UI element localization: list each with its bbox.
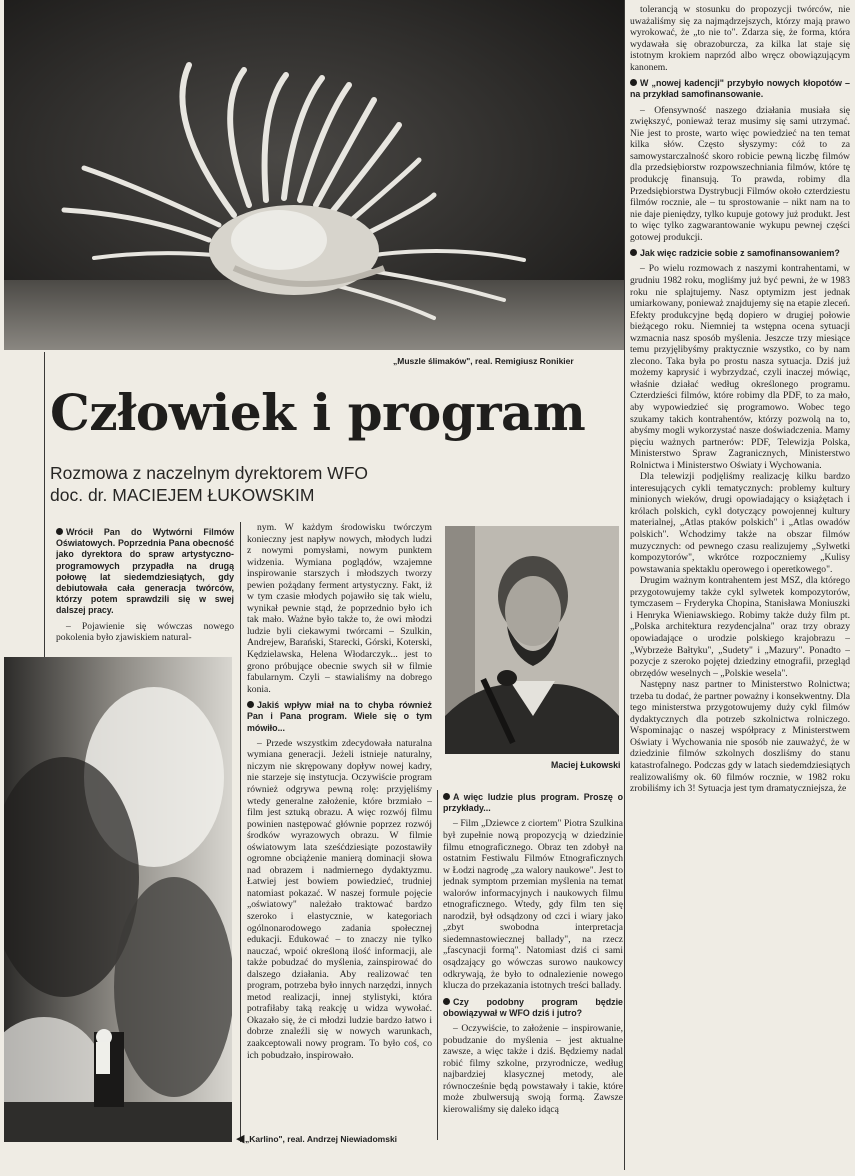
interview-question-text: Jak więc radzicie sobie z samofinansowaniem?: [640, 248, 840, 259]
interview-question-text: Jakiś wpływ miał na to chyba również Pan i Pana program. Wiele się o tym mówiło...: [247, 700, 432, 733]
column-rule: [437, 790, 438, 1140]
snail-photo-caption: „Muszle ślimaków", real. Remigiusz Ronikier: [393, 356, 574, 366]
caption-arrow-icon: ◀: [236, 1132, 245, 1145]
interview-question: [443, 997, 623, 1019]
interview-question-text: Wrócił Pan do Wytwórni Filmów Oświatowych. Poprzednia Pana obecność jako dyrektora do spraw artystyczno-programowych przypadła na drugą połowę lat siedemdziesiątych, gdy debiutowała cała generacja twórców, którzy potem sprawdzili się w swej dalszej pracy.: [56, 527, 234, 616]
interview-answer-paragraph: – Oczywiście, to założenie – inspirowanie, pobudzanie do myślenia – jest aktualne zawsze, a więc także i dziś. Będziemy nadal robić filmy szkolne, przyrodnicze, według najbardziej klasycznej metody, ale równocześnie będą powstawały i takie, które może zbulwersują swoją formą. Zawsze kierowaliśmy się daleko idącą: [443, 1023, 623, 1115]
bullet-dot-icon: [443, 793, 450, 800]
interview-question-text: A więc ludzie plus program. Proszę o przykłady...: [443, 792, 623, 814]
article-column-2: [247, 522, 432, 1130]
portrait-caption: Maciej Łukowski: [551, 760, 621, 770]
subtitle-line-1: Rozmowa z naczelnym dyrektorem WFO: [50, 463, 368, 483]
interview-answer-paragraph: Następny nasz partner to Ministerstwo Rolnictwa; trzeba tu dodać, że partner poważny i konsekwentny. Dla tego ministerstwa przygotowujemy duży cykl filmów dydaktycznych dla potrzeb szkolnictwa rolniczego. Wspominając o naszej współpracy z Ministerstwem Oświaty i Wychowania nie sposób nie zauważyć, że w dziedzinie filmów szkolnych doszliśmy do stanu katastrofalnego. Podczas gdy w latach siedemdziesiątych realizowaliśmy ok. 60 filmów rocznie, w 1982 roku zrobiliśmy ich 3! Sytuacja jest tym dramatyczniejsza, że: [630, 679, 850, 795]
bullet-dot-icon: [630, 249, 637, 256]
article-subtitle: [50, 462, 470, 506]
interview-question: [630, 78, 850, 100]
snail-shell-photo: [4, 0, 624, 350]
snail-shell-image: [4, 0, 624, 350]
article-column-3: [443, 787, 623, 1143]
portrait-photo: [445, 526, 619, 754]
bullet-dot-icon: [443, 998, 450, 1005]
column-rule: [624, 0, 625, 1170]
interview-question-text: W „nowej kadencji" przybyło nowych kłopotów – na przykład samofinansowanie.: [630, 78, 850, 100]
article-column-1: [56, 522, 234, 652]
interview-question: [630, 248, 850, 259]
column-rule: [44, 352, 45, 657]
article-column-4: [630, 4, 850, 1143]
interview-question: [247, 700, 432, 734]
subtitle-line-2: doc. dr. MACIEJEM ŁUKOWSKIM: [50, 485, 315, 505]
interview-question-text: Czy podobny program będzie obowiązywał w WFO dziś i jutro?: [443, 996, 623, 1018]
interview-answer-paragraph: nym. W każdym środowisku twórczym konieczny jest napływ nowych, młodych ludzi z nowymi pomysłami, nowym punktem widzenia. Wymiana poglądów, wzajemne inspirowanie starszych i młodszych tworzy pewien pożądany ferment artystyczny. Fakt, iż w tym czasie młodych pojawiło się tak wielu, wynikał pewnie stąd, że poprzednio było ich tak mało. Ważne było także to, że owi młodzi ludzie byli ciekawymi twórcami – Szulkin, Andrejew, Barański, Starecki, Górski, Koterski, Kędzielawska, Helena Włodarczyk... jest to grono próbujące obecnie swych sił w filmie fabularnym. Czyli – stawialiśmy na dobrego konia.: [247, 522, 432, 695]
interview-question: [56, 527, 234, 617]
interview-answer-paragraph: – Film „Dziewce z ciortem" Piotra Szulkina był zupełnie nową propozycją w dziedzinie filmu etnograficznego. Obraz ten zdobył na ostatnim Festiwalu Filmów Etnograficznych w Łodzi nagrodę „za walory naukowe". Jest to jednak symptom przemian myślenia na temat walorów informacyjnych i naukowych filmu etnograficznego. Wtedy, gdy film ten się narodził, był odsądzony od czci i wiary jako „zbyt swobodna interpretacja siedemnastowiecznej ballady", na rzecz „fascynacji formą". Natomiast dziś ci sami osądzający go wówczas surowo naukowcy odkrywają, że było to odnalezienie nowego klucza do przekazania istotnych treści ballady.: [443, 818, 623, 992]
bullet-dot-icon: [630, 79, 637, 86]
column-rule: [240, 522, 241, 1142]
karlino-image: [4, 657, 232, 1142]
interview-answer-paragraph: – Ofensywność naszego działania musiała się zwiększyć, ponieważ teraz musimy się sami utrzymać. Nie jest to proste, warto więc powiedzieć na ten temat kilka słów. Często słyszymy: cóż to za samowystarczalność skoro robicie pewną liczbę filmów dla przedsiębiorstw rozpowszechniania filmów, które tę produkcję finansują. To prawda, robimy dla Przedsiębiorstwa Dystrybucji Filmów około czterdziestu filmów rocznie, ale – tu sprostowanie – nikt nam na to nie daje pieniędzy, tylko kupuje gotowy już produkt. Jest to więc tylko zagwarantowanie wykupu pewnej części gotowej produkcji.: [630, 104, 850, 243]
interview-answer-paragraph: Drugim ważnym kontrahentem jest MSZ, dla którego przygotowujemy także cykl sylwetek kompozytorów, tymczasem – Fryderyka Chopina, Stanisława Moniuszki i Henryka Wieniawskiego. Robimy także duży film pt. „Polska architektura rezydencjalna" oraz trzy obrazy opowiadające o urodzie polskiego krajobrazu – „Wybrzeże Bałtyku", „Sudety" i „Mazury". Ponadto – pozycje z szeroko pojętej dziedziny etnografii, przegląd obrzędów weselnych – „Polskie wesela".: [630, 575, 850, 679]
interview-answer-paragraph: – Przede wszystkim zdecydowała naturalna wymiana generacji. Jeżeli istnieje naturalny, niczym nie skrępowany dopływ nowej kadry, nie starzeje się instytucja. Oczywiście program również odgrywa pewną rolę: przyjęliśmy wtedy generalne założenie, które brzmiało – film jest sztuką obrazu. A więc rozwój filmu powinien następować głównie poprzez rozwój środków wyrazowych obrazu. W filmie oświatowym lata sześćdziesiąte pozostawiły ogromne obciążenie manierą dominacji słowa nad obrazem i nadmiernego dydaktyzmu. Łatwiej jest bowiem powiedzieć, trudniej natomiast pokazać. W naszej formule pojęcie „oświatowy" należało traktować bardzo szeroko i elastycznie, w kategoriach ogólnonarodowego zadania społecznej edukacji. Edukować – to znaczy nie tylko nauczać, wpoić określoną ilość informacji, ale także pobudzać do myślenia, zainspirować do dalszego działania. Aby realizować ten program, potrzeba było innych narzędzi, innych metod realizacji, innej stylistyki, która potrafiłaby taką reakcję u widza wywołać. Okazało się, że ci młodzi ludzie bardzo łatwo i dobrze znaleźli się w nowych warunkach, zaakceptowali nowy program. To było coś, co ich pobudzało, inspirowało.: [247, 737, 432, 1061]
interview-answer-paragraph: – Po wielu rozmowach z naszymi kontrahentami, w grudniu 1982 roku, mogliśmy już być pewni, że w 1983 roku nie splajtujemy. Nasz optymizm jest jednak umiarkowany, ponieważ znajdujemy się na etapie zleceń. Efekty produkcyjne będą dopiero w drugiej połowie bieżącego roku. Niemniej ta wstępna ocena sytuacji wzmacnia nasz sposób myślenia. Jeszcze trzy miesiące temu przyjęlibyśmy praktycznie wszystko, co by nam zlecono. Taka była po prostu nasza sytuacja. Dziś już możemy kaprysić i wybrzydzać, czyli inaczej mówiąc, właśnie działać według określonego programu. Czterdzieści filmów, które robimy dla PDF, to za mało, aby wypowiedzieć się programowo. Wobec tego szukamy takich kontrahentów, którzy pozwolą na to, abyśmy mogli wykorzystać nasze doświadczenia. Mamy pięciu ważnych partnerów: PDF, Telewizja Polska, Ministerstwo Spraw Zagranicznych, Ministerstwo Rolnictwa i Ministerstwo Oświaty i Wychowania.: [630, 263, 850, 471]
interview-answer-paragraph: Dla telewizji podjęliśmy realizację kilku bardzo interesujących cykli tematycznych: problemy kultury minionych wieków, drugi opowiadający o książętach i królach polskich, cykl dotyczący powojennej kultury materialnej, „Atlas ptaków polskich" i „Atlas owadów polskich". Wchodzimy także na obszar filmów muzycznych: od pewnego czasu realizujemy „Sylwetki kompozytorów", wkrótce rozpoczniemy „Kulisy powstawania spektaklu operowego i operetkowego".: [630, 471, 850, 575]
portrait-image: [445, 526, 619, 754]
interview-question: [443, 792, 623, 814]
bullet-dot-icon: [56, 528, 63, 535]
karlino-photo: [4, 657, 232, 1142]
interview-answer-paragraph: tolerancją w stosunku do propozycji twórców, nie uważaliśmy się za najmądrzejszych, którzy mają prawo wyrokować, że „to nie to". Zdarza się, że forma, która wydawała się obrazoburcza, za kilka lat staje się istotnym krokiem naprzód albo wręcz obowiązującym kanonem.: [630, 4, 850, 73]
article-title: Człowiek i program: [50, 383, 586, 442]
bullet-dot-icon: [247, 701, 254, 708]
interview-answer-paragraph: – Pojawienie się wówczas nowego pokolenia było zjawiskiem natural-: [56, 620, 234, 644]
karlino-photo-caption: „Karlino", real. Andrzej Niewiadomski: [245, 1134, 398, 1144]
